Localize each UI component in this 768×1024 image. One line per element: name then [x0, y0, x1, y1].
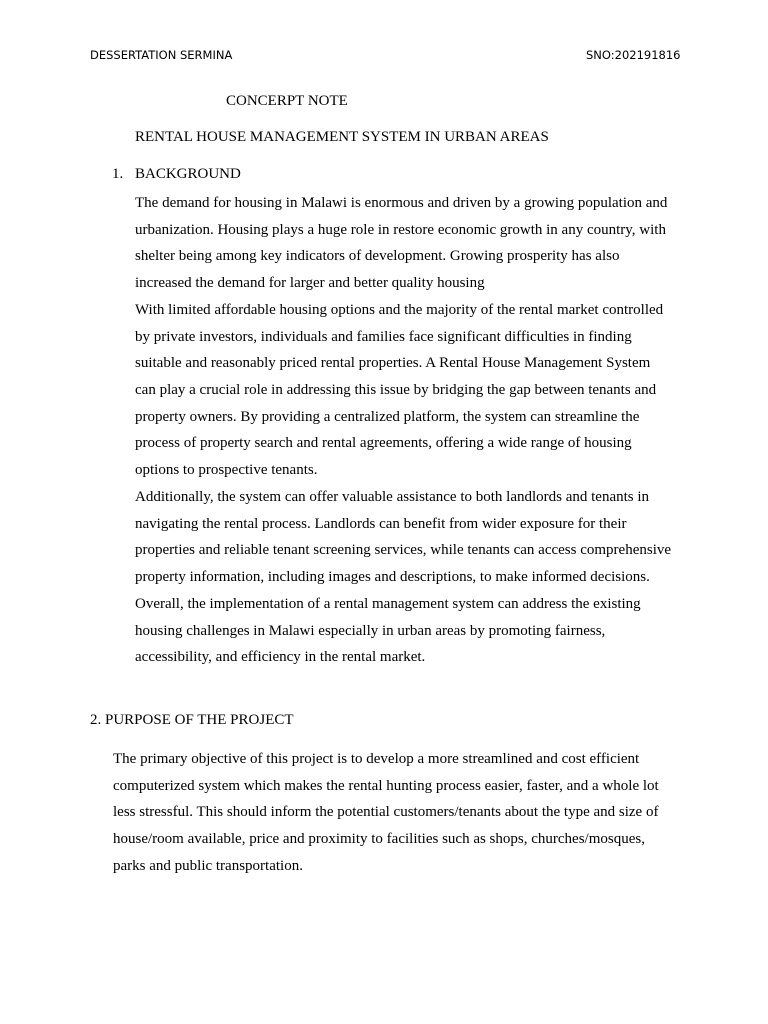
- background-line: Overall, the implementation of a rental management system can address the existing: [135, 596, 641, 612]
- concept-note-title: CONCERPT NOTE: [226, 93, 348, 109]
- purpose-line: less stressful. This should inform the potential customers/tenants about the type and size of: [113, 804, 659, 820]
- background-line: properties and reliable tenant screening services, while tenants can access comprehensive: [135, 542, 672, 558]
- purpose-line: The primary objective of this project is to develop a more streamlined and cost efficient: [113, 751, 640, 767]
- background-line: Additionally, the system can offer valuable assistance to both landlords and tenants in: [135, 489, 650, 505]
- purpose-heading: 2. PURPOSE OF THE PROJECT: [90, 712, 294, 728]
- background-line: options to prospective tenants.: [135, 462, 318, 478]
- background-line: by private investors, individuals and families face significant difficulties in finding: [135, 329, 632, 345]
- background-line: accessibility, and efficiency in the rental market.: [135, 649, 426, 665]
- purpose-line: parks and public transportation.: [113, 858, 303, 874]
- background-line: navigating the rental process. Landlords can benefit from wider exposure for their: [135, 516, 627, 532]
- background-line: process of property search and rental agreements, offering a wide range of housing: [135, 435, 632, 451]
- background-heading: BACKGROUND: [135, 166, 241, 182]
- background-line: property owners. By providing a centralized platform, the system can streamline the: [135, 409, 640, 425]
- purpose-line: house/room available, price and proximity to facilities such as shops, churches/mosques,: [113, 831, 645, 847]
- purpose-line: computerized system which makes the rental hunting process easier, faster, and a whole lot: [113, 778, 659, 794]
- background-line: can play a crucial role in addressing this issue by bridging the gap between tenants and: [135, 382, 657, 398]
- background-line: property information, including images and descriptions, to make informed decisions.: [135, 569, 650, 585]
- background-line: increased the demand for larger and better quality housing: [135, 275, 485, 291]
- background-line: With limited affordable housing options and the majority of the rental market controlled: [135, 302, 664, 318]
- background-line: The demand for housing in Malawi is enormous and driven by a growing population and: [135, 195, 668, 211]
- background-line: urbanization. Housing plays a huge role in restore economic growth in any country, with: [135, 222, 666, 238]
- background-line: suitable and reasonably priced rental properties. A Rental House Management System: [135, 355, 651, 371]
- background-section-number: 1.: [112, 166, 124, 182]
- header-right-text: SNO:202191816: [586, 48, 681, 62]
- background-line: housing challenges in Malawi especially in urban areas by promoting fairness,: [135, 623, 606, 639]
- header-left-text: DESSERTATION SERMINA: [90, 48, 233, 62]
- document-title: RENTAL HOUSE MANAGEMENT SYSTEM IN URBAN AREAS: [135, 129, 549, 145]
- background-line: shelter being among key indicators of development. Growing prosperity has also: [135, 248, 620, 264]
